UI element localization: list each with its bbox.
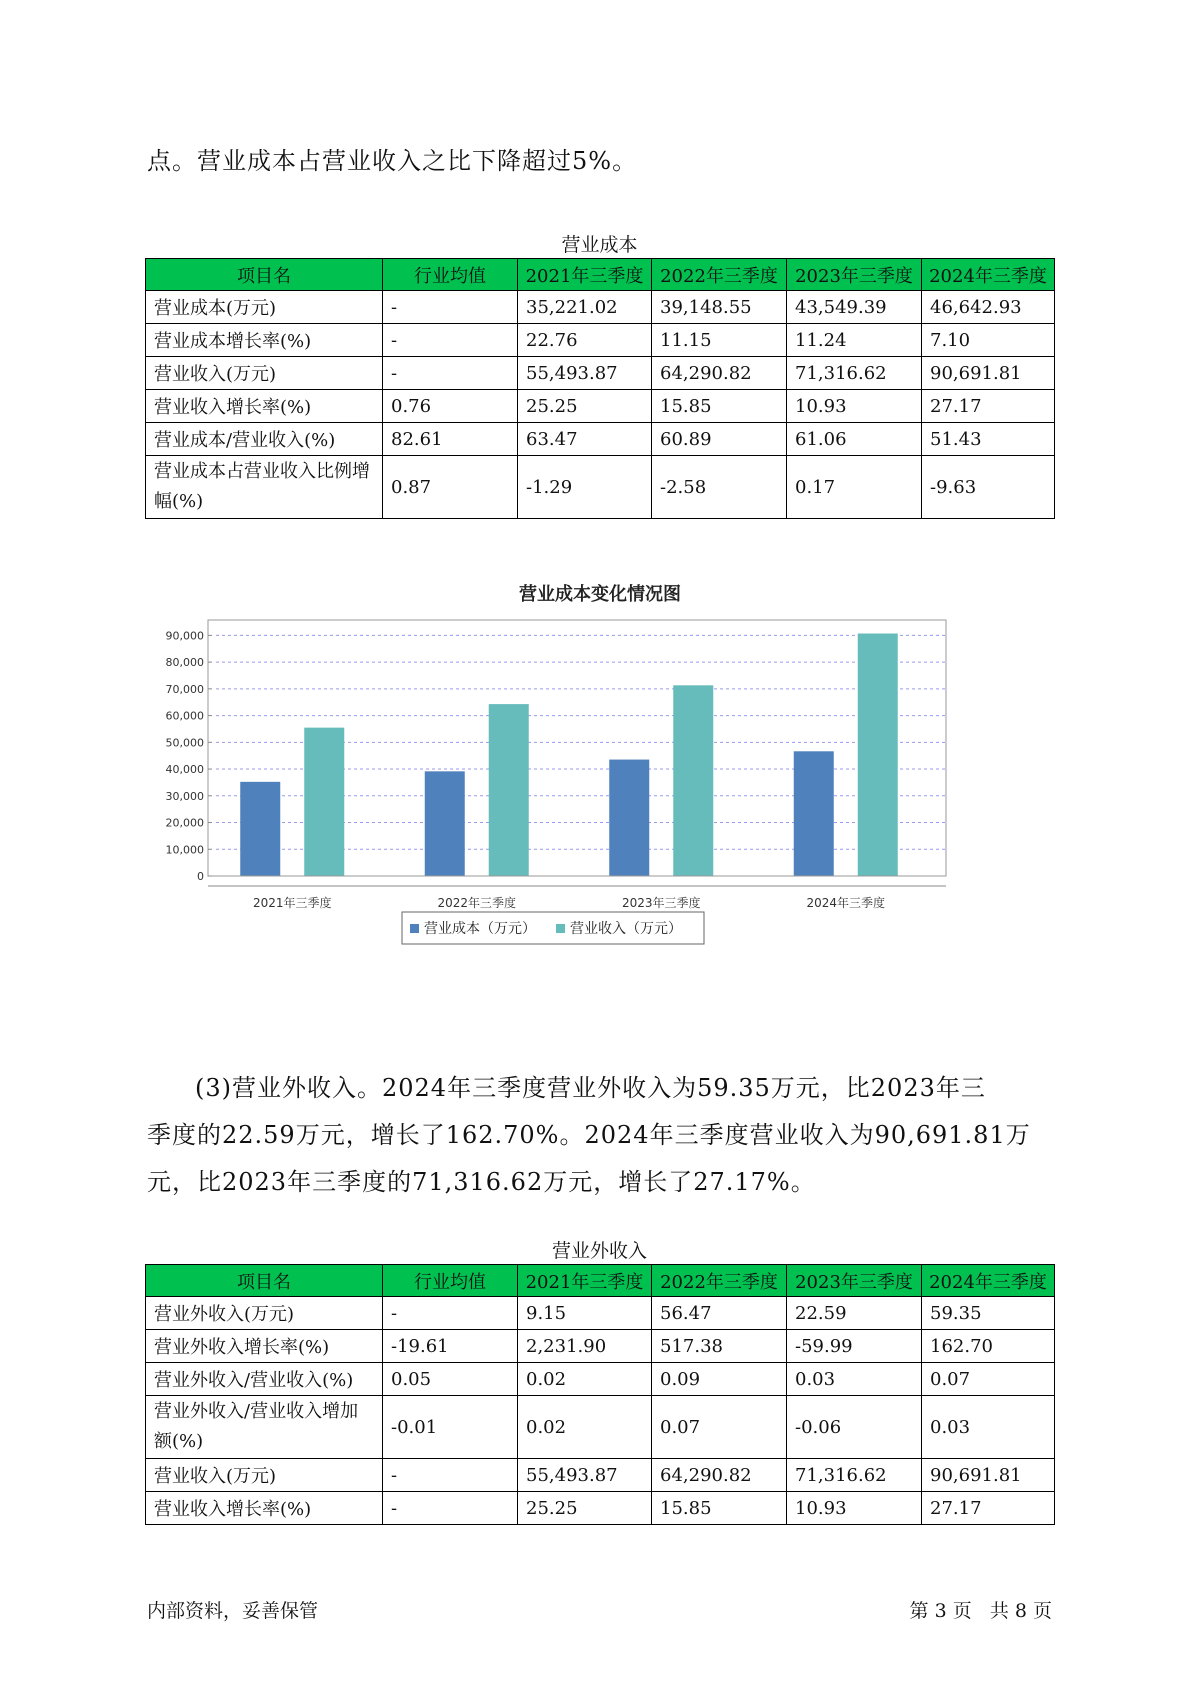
x-tick-label: 2021年三季度 [252,896,332,910]
row-label: 营业收入(万元) [146,1459,383,1492]
footer-page-number: 第 3 页 共 8 页 [909,1600,1052,1622]
table-cell: 71,316.62 [787,357,922,390]
header-cell: 2023年三季度 [787,1265,922,1297]
header-cell: 2022年三季度 [652,1265,787,1297]
y-tick-label: 0 [197,870,204,883]
y-tick-label: 70,000 [165,682,204,696]
table-row [146,1396,1055,1459]
bar-cost [240,782,280,876]
bar-cost [425,771,465,876]
table-cell: 11.15 [652,324,787,357]
table-row [146,1459,1055,1492]
table-cell: 56.47 [652,1297,787,1330]
table-cell: - [383,1297,518,1330]
table-cell: 60.89 [652,423,787,456]
header-cell: 2024年三季度 [922,259,1055,291]
bar-cost [609,760,649,876]
table-cell: 22.59 [787,1297,922,1330]
table-cell: 0.07 [922,1363,1055,1396]
table-cell: -1.29 [518,456,652,519]
row-label: 营业外收入(万元) [146,1297,383,1330]
table-cell: 82.61 [383,423,518,456]
table-cell: 27.17 [922,1492,1055,1525]
table-row [146,357,1055,390]
table-cell: - [383,291,518,324]
table-cell: 162.70 [922,1330,1055,1363]
x-tick-label: 2023年三季度 [621,896,701,910]
table-cell: -59.99 [787,1330,922,1363]
table-cell: 39,148.55 [652,291,787,324]
table-row [146,1297,1055,1330]
footer-confidential: 内部资料，妥善保管 [147,1600,319,1622]
table-cell: 0.87 [383,456,518,519]
table-row [146,390,1055,423]
table-cell: 0.76 [383,390,518,423]
table-cell: -0.06 [787,1396,922,1459]
y-tick-label: 10,000 [165,843,204,857]
table-cell: 61.06 [787,423,922,456]
table-cell: 0.05 [383,1363,518,1396]
row-label: 营业收入增长率(%) [146,1492,383,1525]
y-tick-label: 80,000 [165,656,204,670]
table-cell: 59.35 [922,1297,1055,1330]
table-cell: 0.09 [652,1363,787,1396]
table-cell: 25.25 [518,390,652,423]
header-cell: 2021年三季度 [518,259,652,291]
table-cell: 0.02 [518,1396,652,1459]
bar-revenue [673,685,713,876]
paragraph-3-line1: (3)营业外收入。2024年三季度营业外收入为59.35万元，比2023年三 [195,1074,986,1102]
header-cell: 行业均值 [383,259,518,291]
y-tick-label: 60,000 [165,709,204,723]
x-tick-label: 2022年三季度 [437,896,517,910]
table-cell: 2,231.90 [518,1330,652,1363]
y-tick-label: 30,000 [165,789,204,803]
table-row [146,291,1055,324]
table-cell: 64,290.82 [652,1459,787,1492]
header-cell: 行业均值 [383,1265,518,1297]
table-cell: 43,549.39 [787,291,922,324]
y-tick-label: 50,000 [165,736,204,750]
table-cell: 0.03 [922,1396,1055,1459]
table-cell: 517.38 [652,1330,787,1363]
table-header-row [146,1265,1055,1297]
table-cell: 90,691.81 [922,357,1055,390]
x-tick-label: 2024年三季度 [806,896,886,910]
table-row [146,1330,1055,1363]
table-cell: 51.43 [922,423,1055,456]
table-cell: 55,493.87 [518,1459,652,1492]
header-cell: 2021年三季度 [518,1265,652,1297]
table-cell: 0.17 [787,456,922,519]
paragraph-3 [147,1065,1052,1206]
row-label: 营业成本增长率(%) [146,324,383,357]
table-cell: 9.15 [518,1297,652,1330]
table-cell: 15.85 [652,1492,787,1525]
table-cell: 55,493.87 [518,357,652,390]
table-cell: 10.93 [787,390,922,423]
paragraph-3-line3: 元，比2023年三季度的71,316.62万元，增长了27.17%。 [147,1168,816,1196]
table-cell: 25.25 [518,1492,652,1525]
table-cell: - [383,1459,518,1492]
cost-table [145,258,1055,519]
table-cell: -0.01 [383,1396,518,1459]
table-row [146,1492,1055,1525]
header-cell: 项目名 [146,1265,383,1297]
table-cell: 64,290.82 [652,357,787,390]
table-cell: 0.07 [652,1396,787,1459]
bar-revenue [858,634,898,876]
table-cell: 11.24 [787,324,922,357]
legend-swatch [556,924,565,933]
table-cell: 0.03 [787,1363,922,1396]
chart-title: 营业成本变化情况图 [519,584,681,605]
table-row [146,1363,1055,1396]
chart-legend [402,912,704,944]
table1-caption: 营业成本 [561,234,638,256]
table-cell: -9.63 [922,456,1055,519]
y-tick-label: 20,000 [165,816,204,830]
y-tick-label: 90,000 [165,629,204,643]
table-cell: 22.76 [518,324,652,357]
row-label: 营业成本占营业收入比例增幅(%) [146,456,383,519]
row-label: 营业收入增长率(%) [146,390,383,423]
table-cell: -2.58 [652,456,787,519]
header-cell: 2024年三季度 [922,1265,1055,1297]
bar-revenue [489,704,529,876]
row-label: 营业收入(万元) [146,357,383,390]
legend-label: 营业成本（万元） [424,921,536,937]
table-header-row [146,259,1055,291]
non-operating-income-table [145,1264,1055,1525]
row-label: 营业外收入/营业收入(%) [146,1363,383,1396]
bar-cost [794,751,834,876]
table-cell: - [383,1492,518,1525]
table-cell: 35,221.02 [518,291,652,324]
table-row [146,456,1055,519]
header-cell: 2023年三季度 [787,259,922,291]
table-row [146,423,1055,456]
legend-label: 营业收入（万元） [570,921,682,937]
table-cell: - [383,324,518,357]
intro-paragraph: 点。营业成本占营业收入之比下降超过5%。 [147,147,638,175]
table2-caption: 营业外收入 [551,1240,647,1262]
table-cell: 63.47 [518,423,652,456]
table-cell: 7.10 [922,324,1055,357]
table-cell: 0.02 [518,1363,652,1396]
table-cell: 10.93 [787,1492,922,1525]
table-cell: 90,691.81 [922,1459,1055,1492]
row-label: 营业成本(万元) [146,291,383,324]
table-cell: 15.85 [652,390,787,423]
table-cell: 46,642.93 [922,291,1055,324]
row-label: 营业外收入增长率(%) [146,1330,383,1363]
cost-chart [160,570,1040,1030]
table-cell: -19.61 [383,1330,518,1363]
chart-svg [160,570,1040,1030]
bar-revenue [304,728,344,876]
table-row [146,324,1055,357]
legend-swatch [410,924,419,933]
header-cell: 2022年三季度 [652,259,787,291]
paragraph-3-line2: 季度的22.59万元，增长了162.70%。2024年三季度营业收入为90,691.81万 [147,1121,1031,1149]
table-cell: 27.17 [922,390,1055,423]
header-cell: 项目名 [146,259,383,291]
y-tick-label: 40,000 [165,763,204,777]
row-label: 营业外收入/营业收入增加额(%) [146,1396,383,1459]
table-cell: 71,316.62 [787,1459,922,1492]
table-cell: - [383,357,518,390]
row-label: 营业成本/营业收入(%) [146,423,383,456]
